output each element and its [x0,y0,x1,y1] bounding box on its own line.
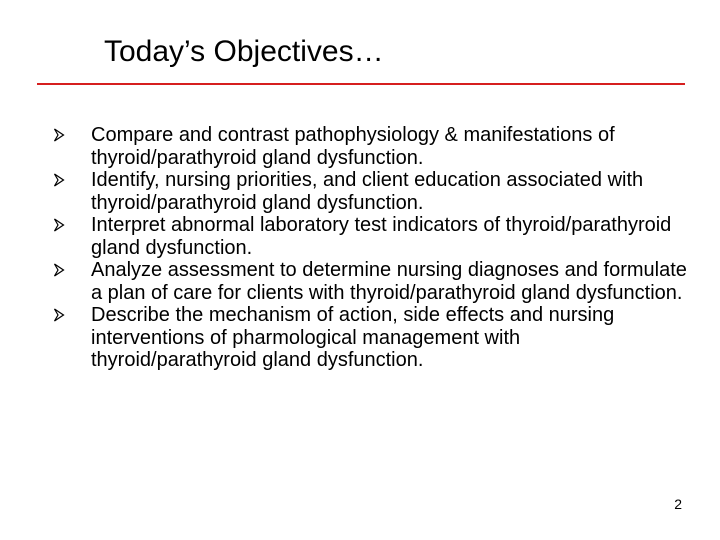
objective-item [0,169,691,214]
arrowhead-bullet-icon [53,173,65,187]
title-underline [37,83,685,85]
arrowhead-bullet-icon [53,128,65,142]
arrowhead-bullet-icon [53,218,65,232]
objective-item [0,259,691,304]
objective-text: Interpret abnormal laboratory test indicators of thyroid/parathyroid gland dysfunction. [91,214,672,259]
objective-item [0,304,691,372]
objective-item [0,214,691,259]
objective-item [0,124,691,169]
arrowhead-bullet-icon [53,263,65,277]
objective-text: Analyze assessment to determine nursing diagnoses and formulate a plan of care for clients with thyroid/parathyroid gland dysfunction. [91,259,687,304]
slide-title: Today’s Objectives… [104,35,384,68]
page-number: 2 [674,496,682,512]
objective-text: Identify, nursing priorities, and client education associated with thyroid/parathyroid gland dysfunction. [91,169,644,214]
arrowhead-bullet-icon [53,308,65,322]
objectives-list [0,124,720,372]
objective-text: Describe the mechanism of action, side effects and nursing interventions of pharmological management with thyroid/parathyroid gland dysfunction. [91,304,615,371]
objective-text: Compare and contrast pathophysiology & manifestations of thyroid/parathyroid gland dysfunction. [91,124,615,169]
